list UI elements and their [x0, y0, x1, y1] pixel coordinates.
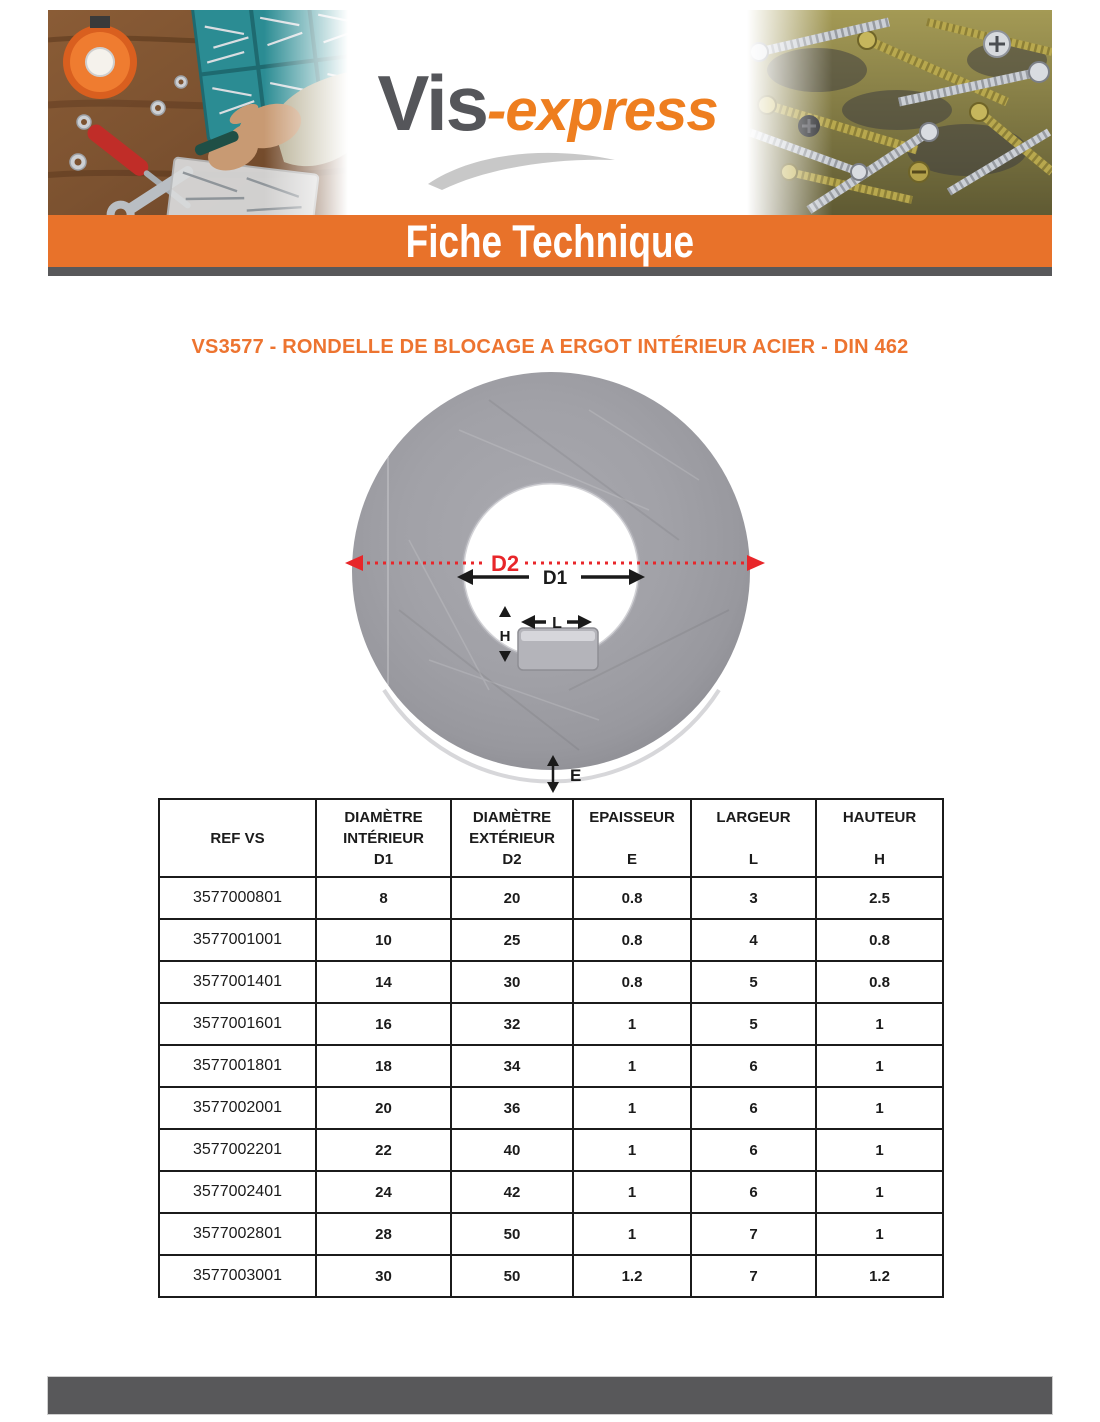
d1-cell: 28	[316, 1213, 451, 1255]
col-header-d2	[451, 799, 573, 877]
washer-diagram-art	[339, 360, 771, 800]
header-line: E	[626, 850, 637, 868]
header-line: L	[748, 850, 759, 868]
parts-tray	[166, 157, 319, 215]
d1-cell: 30	[316, 1255, 451, 1297]
d2-cell: 42	[451, 1171, 573, 1213]
d2-cell: 36	[451, 1087, 573, 1129]
d2-cell: 34	[451, 1045, 573, 1087]
col-header-l	[691, 799, 816, 877]
h-cell: 0.8	[816, 961, 943, 1003]
silver-screws	[749, 22, 1049, 210]
header-line: DIAMÈTRE	[344, 808, 423, 826]
l-cell: 6	[691, 1087, 816, 1129]
workbench-photo-art	[48, 10, 348, 215]
spec-table-body	[159, 877, 943, 1297]
table-row	[159, 1045, 943, 1087]
d1-cell: 16	[316, 1003, 451, 1045]
h-cell: 0.8	[816, 919, 943, 961]
product-title: VS3577 - RONDELLE DE BLOCAGE A ERGOT INTÉRIEUR ACIER - DIN 462	[191, 336, 909, 358]
d1-cell: 24	[316, 1171, 451, 1213]
header-row	[159, 799, 943, 877]
ref-cell: 3577001401	[159, 961, 316, 1003]
spec-table	[158, 798, 944, 1298]
h-cell: 1	[816, 1087, 943, 1129]
logo-swoosh	[420, 142, 630, 192]
e-label: E	[570, 766, 582, 785]
washer-tab	[518, 628, 598, 670]
col-header-e	[573, 799, 691, 877]
table-row	[159, 1129, 943, 1171]
table-row	[159, 961, 943, 1003]
e-cell: 1	[573, 1045, 691, 1087]
l-cell: 5	[691, 961, 816, 1003]
e-cell: 1	[573, 1171, 691, 1213]
d1-cell: 8	[316, 877, 451, 919]
screws-photo-art	[747, 10, 1052, 215]
l-label: L	[552, 615, 562, 632]
d2-cell: 20	[451, 877, 573, 919]
e-cell: 1	[573, 1003, 691, 1045]
ref-cell: 3577002201	[159, 1129, 316, 1171]
banner	[48, 215, 1052, 267]
l-cell: 5	[691, 1003, 816, 1045]
header-line	[574, 828, 690, 849]
header-line: LARGEUR	[716, 808, 791, 826]
wrench	[101, 157, 199, 215]
d2-label: D2	[490, 551, 520, 576]
table-row	[159, 1087, 943, 1129]
header-line: DIAMÈTRE	[472, 808, 552, 826]
d1-cell: 22	[316, 1129, 451, 1171]
header-line: EPAISSEUR	[589, 808, 675, 826]
e-cell: 0.8	[573, 877, 691, 919]
header-line: D2	[502, 850, 522, 868]
screw-heads	[798, 31, 1010, 182]
header-line	[692, 828, 815, 849]
tape-measure	[63, 16, 137, 99]
loose-washers	[70, 76, 187, 170]
table-row	[159, 919, 943, 961]
brand-logo-vis: Vis	[377, 59, 488, 147]
l-cell: 3	[691, 877, 816, 919]
header-line: REF VS	[210, 829, 265, 847]
ref-cell: 3577002001	[159, 1087, 316, 1129]
logo-zone	[348, 10, 747, 215]
h-cell: 2.5	[816, 877, 943, 919]
e-cell: 0.8	[573, 961, 691, 1003]
table-row	[159, 1003, 943, 1045]
e-cell: 1	[573, 1129, 691, 1171]
washer-diagram	[339, 360, 771, 800]
d2-cell: 30	[451, 961, 573, 1003]
d1-cell: 10	[316, 919, 451, 961]
parts-box	[192, 10, 348, 143]
banner-shadow-bar	[48, 267, 1052, 276]
l-cell: 7	[691, 1213, 816, 1255]
l-cell: 7	[691, 1255, 816, 1297]
h-cell: 1	[816, 1129, 943, 1171]
header-line: D1	[373, 850, 394, 868]
l-cell: 6	[691, 1129, 816, 1171]
e-cell: 1	[573, 1213, 691, 1255]
header-line	[817, 828, 942, 849]
table-row	[159, 1171, 943, 1213]
screws-photo	[747, 10, 1052, 215]
d2-cell: 50	[451, 1255, 573, 1297]
brand-logo-express: -express	[487, 78, 718, 143]
ref-cell: 3577001601	[159, 1003, 316, 1045]
table-row	[159, 1255, 943, 1297]
ref-cell: 3577000801	[159, 877, 316, 919]
table-row	[159, 877, 943, 919]
d1-label: D1	[542, 568, 568, 589]
ref-cell: 3577003001	[159, 1255, 316, 1297]
ref-cell: 3577001801	[159, 1045, 316, 1087]
d2-cell: 40	[451, 1129, 573, 1171]
h-cell: 1	[816, 1003, 943, 1045]
header-line: EXTÉRIEUR	[469, 829, 555, 847]
spec-table-head	[159, 799, 943, 877]
brand-logo	[348, 58, 747, 149]
l-cell: 6	[691, 1045, 816, 1087]
d2-cell: 50	[451, 1213, 573, 1255]
col-header-h	[816, 799, 943, 877]
d1-cell: 20	[316, 1087, 451, 1129]
workbench-photo	[48, 10, 348, 215]
h-cell: 1	[816, 1045, 943, 1087]
screwdriver	[84, 121, 195, 213]
banner-title: Fiche Technique	[405, 215, 695, 267]
h-cell: 1	[816, 1213, 943, 1255]
col-header-ref	[159, 799, 316, 877]
header-line: INTÉRIEUR	[343, 829, 424, 847]
header-line: H	[874, 850, 885, 868]
d1-cell: 14	[316, 961, 451, 1003]
h-cell: 1	[816, 1171, 943, 1213]
e-cell: 1.2	[573, 1255, 691, 1297]
ref-cell: 3577002401	[159, 1171, 316, 1213]
d2-cell: 32	[451, 1003, 573, 1045]
table-row	[159, 1213, 943, 1255]
col-header-d1	[316, 799, 451, 877]
h-cell: 1.2	[816, 1255, 943, 1297]
footer-bar	[48, 1377, 1052, 1414]
e-cell: 0.8	[573, 919, 691, 961]
hand	[193, 72, 348, 178]
e-cell: 1	[573, 1087, 691, 1129]
d1-cell: 18	[316, 1045, 451, 1087]
ref-cell: 3577002801	[159, 1213, 316, 1255]
spec-table-wrap	[158, 798, 944, 1298]
l-cell: 6	[691, 1171, 816, 1213]
h-label: H	[499, 628, 511, 645]
d2-cell: 25	[451, 919, 573, 961]
header-line: HAUTEUR	[842, 808, 917, 826]
brass-screws	[758, 22, 1052, 200]
ref-cell: 3577001001	[159, 919, 316, 961]
l-cell: 4	[691, 919, 816, 961]
